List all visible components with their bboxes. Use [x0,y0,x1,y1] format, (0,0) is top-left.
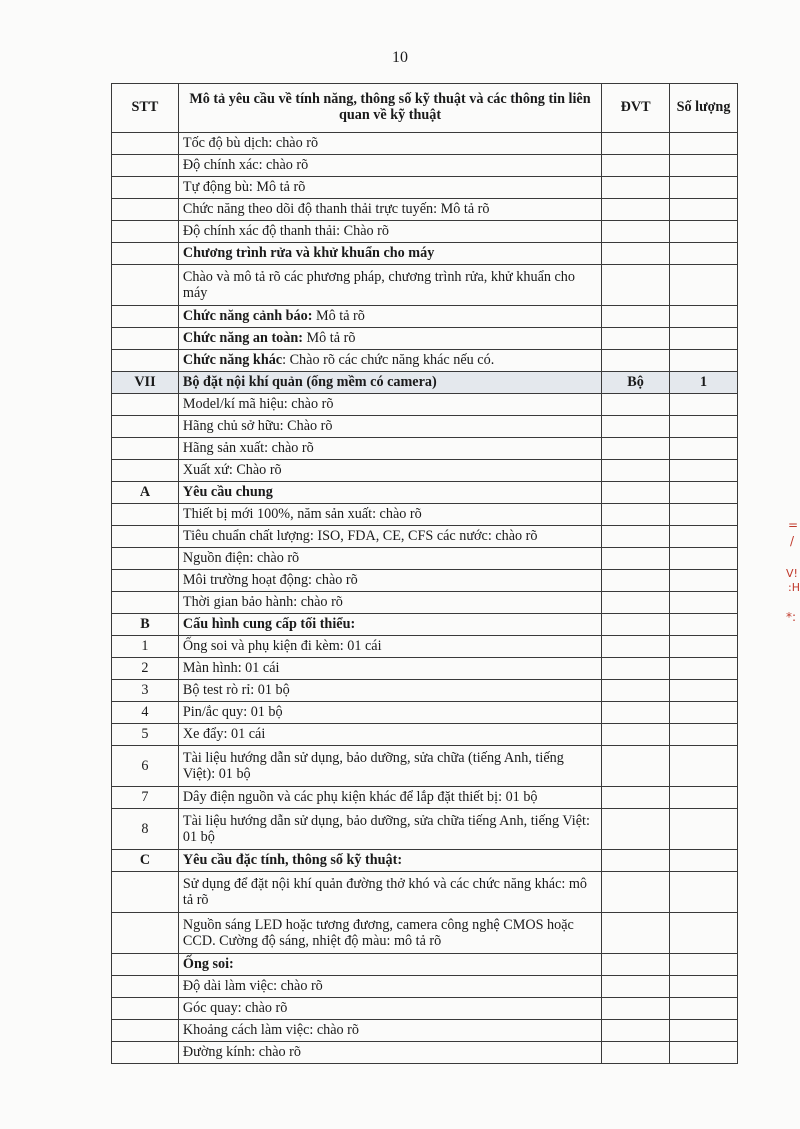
cell-description: Nguồn điện: chào rõ [178,548,601,570]
table-row [112,872,738,913]
table-row [112,658,738,680]
cell-quantity [670,872,738,913]
cell-unit [602,702,670,724]
cell-unit [602,850,670,872]
cell-unit [602,998,670,1020]
table-row [112,265,738,306]
table-row [112,199,738,221]
cell-unit [602,592,670,614]
cell-stt [112,133,179,155]
cell-quantity [670,328,738,350]
cell-stt: 1 [112,636,179,658]
cell-description: Ống soi: [178,954,601,976]
cell-stt [112,243,179,265]
table-row [112,614,738,636]
table-row [112,482,738,504]
cell-unit [602,614,670,636]
cell-description: Tốc độ bù dịch: chào rõ [178,133,601,155]
cell-quantity [670,394,738,416]
svg-text:V!: V! [786,567,798,580]
cell-description: Độ chính xác độ thanh thải: Chào rõ [178,221,601,243]
cell-description: Nguồn sáng LED hoặc tương đương, camera công nghệ CMOS hoặc CCD. Cường độ sáng, nhiệt độ màu: mô tả rõ [178,913,601,954]
cell-stt: 6 [112,746,179,787]
cell-quantity [670,636,738,658]
cell-stt [112,394,179,416]
cell-unit [602,482,670,504]
cell-stt [112,416,179,438]
cell-description-value: Mô tả rõ [303,330,356,347]
cell-unit [602,350,670,372]
cell-description: Hãng sản xuất: chào rõ [178,438,601,460]
cell-description-label: Chức năng cảnh báo: [182,308,313,325]
cell-quantity [670,306,738,328]
cell-quantity [670,460,738,482]
cell-description: Màn hình: 01 cái [178,658,601,680]
cell-quantity [670,482,738,504]
cell-quantity [670,809,738,850]
cell-description: Xe đẩy: 01 cái [178,724,601,746]
cell-stt [112,954,179,976]
cell-description: Thiết bị mới 100%, năm sản xuất: chào rõ [178,504,601,526]
cell-quantity [670,155,738,177]
cell-description-label: Chức năng an toàn: [182,330,303,347]
cell-quantity [670,243,738,265]
cell-description: Tài liệu hướng dẫn sử dụng, bảo dưỡng, sửa chữa (tiếng Anh, tiếng Việt): 01 bộ [178,746,601,787]
cell-unit [602,243,670,265]
table-row [112,155,738,177]
specification-table [111,83,738,1064]
cell-description [178,328,601,350]
cell-stt [112,155,179,177]
cell-unit [602,1020,670,1042]
cell-unit [602,724,670,746]
cell-stt: 8 [112,809,179,850]
cell-quantity [670,350,738,372]
table-row [112,177,738,199]
cell-stt [112,1020,179,1042]
cell-unit [602,438,670,460]
table-row [112,976,738,998]
table-row [112,1020,738,1042]
table-row [112,702,738,724]
cell-stt: VII [112,372,179,394]
cell-description: Góc quay: chào rõ [178,998,601,1020]
cell-description: Ống soi và phụ kiện đi kèm: 01 cái [178,636,601,658]
cell-unit [602,306,670,328]
cell-quantity [670,133,738,155]
cell-quantity [670,746,738,787]
cell-quantity [670,787,738,809]
cell-stt [112,306,179,328]
cell-quantity [670,850,738,872]
cell-unit [602,177,670,199]
cell-stt [112,504,179,526]
cell-unit [602,221,670,243]
table-row [112,913,738,954]
cell-unit [602,548,670,570]
cell-unit [602,133,670,155]
cell-unit [602,504,670,526]
table-row [112,438,738,460]
cell-quantity [670,724,738,746]
svg-text:=: = [788,518,799,532]
cell-description-value: Mô tả rõ [312,308,365,325]
svg-text:/: / [790,534,795,548]
table-row [112,460,738,482]
cell-stt [112,548,179,570]
table-row [112,328,738,350]
table-row [112,850,738,872]
cell-quantity [670,1020,738,1042]
cell-description: Cấu hình cung cấp tối thiểu: [178,614,601,636]
cell-unit [602,658,670,680]
cell-stt [112,265,179,306]
cell-description: Hãng chủ sở hữu: Chào rõ [178,416,601,438]
cell-unit [602,872,670,913]
cell-unit [602,976,670,998]
cell-quantity [670,592,738,614]
cell-stt: C [112,850,179,872]
cell-description: Model/kí mã hiệu: chào rõ [178,394,601,416]
cell-stt [112,592,179,614]
cell-quantity [670,954,738,976]
cell-quantity [670,504,738,526]
cell-description: Yêu cầu chung [178,482,601,504]
cell-stt: 3 [112,680,179,702]
table-body [112,133,738,1064]
cell-stt: 4 [112,702,179,724]
header-unit: ĐVT [602,84,670,133]
table-row [112,570,738,592]
cell-description: Sử dụng để đặt nội khí quản đường thở khó và các chức năng khác: mô tả rõ [178,872,601,913]
cell-quantity [670,265,738,306]
cell-stt: A [112,482,179,504]
cell-stt [112,177,179,199]
table-row [112,724,738,746]
cell-quantity [670,570,738,592]
cell-description: Thời gian bảo hành: chào rõ [178,592,601,614]
table-row [112,372,738,394]
table-row [112,504,738,526]
cell-stt [112,438,179,460]
cell-quantity [670,976,738,998]
cell-quantity [670,998,738,1020]
cell-description: Dây điện nguồn và các phụ kiện khác để lắp đặt thiết bị: 01 bộ [178,787,601,809]
cell-stt [112,998,179,1020]
cell-stt [112,199,179,221]
cell-description: Khoảng cách làm việc: chào rõ [178,1020,601,1042]
cell-unit [602,328,670,350]
table-row [112,1042,738,1064]
cell-unit [602,746,670,787]
cell-stt: 7 [112,787,179,809]
cell-description: Chào và mô tả rõ các phương pháp, chương trình rửa, khử khuẩn cho máy [178,265,601,306]
table-row [112,592,738,614]
cell-description: Bộ test rò rỉ: 01 bộ [178,680,601,702]
cell-stt [112,350,179,372]
cell-unit [602,526,670,548]
cell-quantity [670,199,738,221]
cell-unit [602,636,670,658]
cell-description: Chương trình rửa và khử khuẩn cho máy [178,243,601,265]
cell-quantity [670,438,738,460]
cell-unit [602,1042,670,1064]
table-row [112,243,738,265]
cell-unit [602,570,670,592]
table-row [112,548,738,570]
cell-stt [112,976,179,998]
header-stt: STT [112,84,179,133]
table-row [112,787,738,809]
cell-description-label: Chức năng khác [182,352,283,369]
cell-unit [602,199,670,221]
cell-quantity [670,614,738,636]
cell-unit [602,460,670,482]
cell-stt [112,570,179,592]
cell-stt [112,526,179,548]
table-row [112,746,738,787]
table-row [112,133,738,155]
cell-description: Độ chính xác: chào rõ [178,155,601,177]
cell-stt: 2 [112,658,179,680]
cell-unit [602,954,670,976]
cell-description: Pin/ắc quy: 01 bộ [178,702,601,724]
cell-stt: 5 [112,724,179,746]
table-row [112,394,738,416]
cell-stt [112,221,179,243]
cell-description [178,350,601,372]
table-row [112,998,738,1020]
svg-text::H: :H [788,581,800,594]
cell-description: Tiêu chuẩn chất lượng: ISO, FDA, CE, CFS các nước: chào rõ [178,526,601,548]
table-row [112,416,738,438]
cell-quantity [670,680,738,702]
table-row [112,221,738,243]
cell-stt: B [112,614,179,636]
svg-text:*:: *: [786,610,797,624]
table-row [112,350,738,372]
cell-unit [602,155,670,177]
cell-description: Tài liệu hướng dẫn sử dụng, bảo dưỡng, sửa chữa tiếng Anh, tiếng Việt: 01 bộ [178,809,601,850]
cell-description: Yêu cầu đặc tính, thông số kỹ thuật: [178,850,601,872]
cell-unit [602,809,670,850]
cell-stt [112,913,179,954]
page-number: 10 [392,49,408,66]
cell-unit: Bộ [602,372,670,394]
cell-stt [112,872,179,913]
cell-description: Tự động bù: Mô tả rõ [178,177,601,199]
cell-quantity [670,526,738,548]
cell-quantity [670,221,738,243]
cell-quantity: 1 [670,372,738,394]
cell-description: Môi trường hoạt động: chào rõ [178,570,601,592]
cell-quantity [670,177,738,199]
cell-stt [112,460,179,482]
cell-description: Xuất xứ: Chào rõ [178,460,601,482]
cell-unit [602,787,670,809]
cell-description [178,306,601,328]
table-row [112,954,738,976]
cell-description-value: : Chào rõ các chức năng khác nếu có. [282,352,495,369]
cell-quantity [670,416,738,438]
cell-description: Chức năng theo dõi độ thanh thải trực tuyến: Mô tả rõ [178,199,601,221]
cell-unit [602,913,670,954]
cell-unit [602,680,670,702]
header-quantity: Số lượng [670,84,738,133]
cell-description: Bộ đặt nội khí quản (ống mềm có camera) [178,372,601,394]
table-row [112,680,738,702]
cell-quantity [670,658,738,680]
cell-description: Độ dài làm việc: chào rõ [178,976,601,998]
cell-unit [602,394,670,416]
table-row [112,809,738,850]
cell-quantity [670,702,738,724]
cell-quantity [670,1042,738,1064]
cell-description: Đường kính: chào rõ [178,1042,601,1064]
table-row [112,526,738,548]
table-row [112,636,738,658]
cell-stt [112,1042,179,1064]
margin-stamp-marks [780,515,800,625]
cell-unit [602,416,670,438]
table-header-row [112,84,738,133]
header-description: Mô tả yêu cầu về tính năng, thông số kỹ thuật và các thông tin liên quan về kỹ thuật [178,84,601,133]
cell-unit [602,265,670,306]
cell-quantity [670,548,738,570]
cell-stt [112,328,179,350]
table-row [112,306,738,328]
cell-quantity [670,913,738,954]
